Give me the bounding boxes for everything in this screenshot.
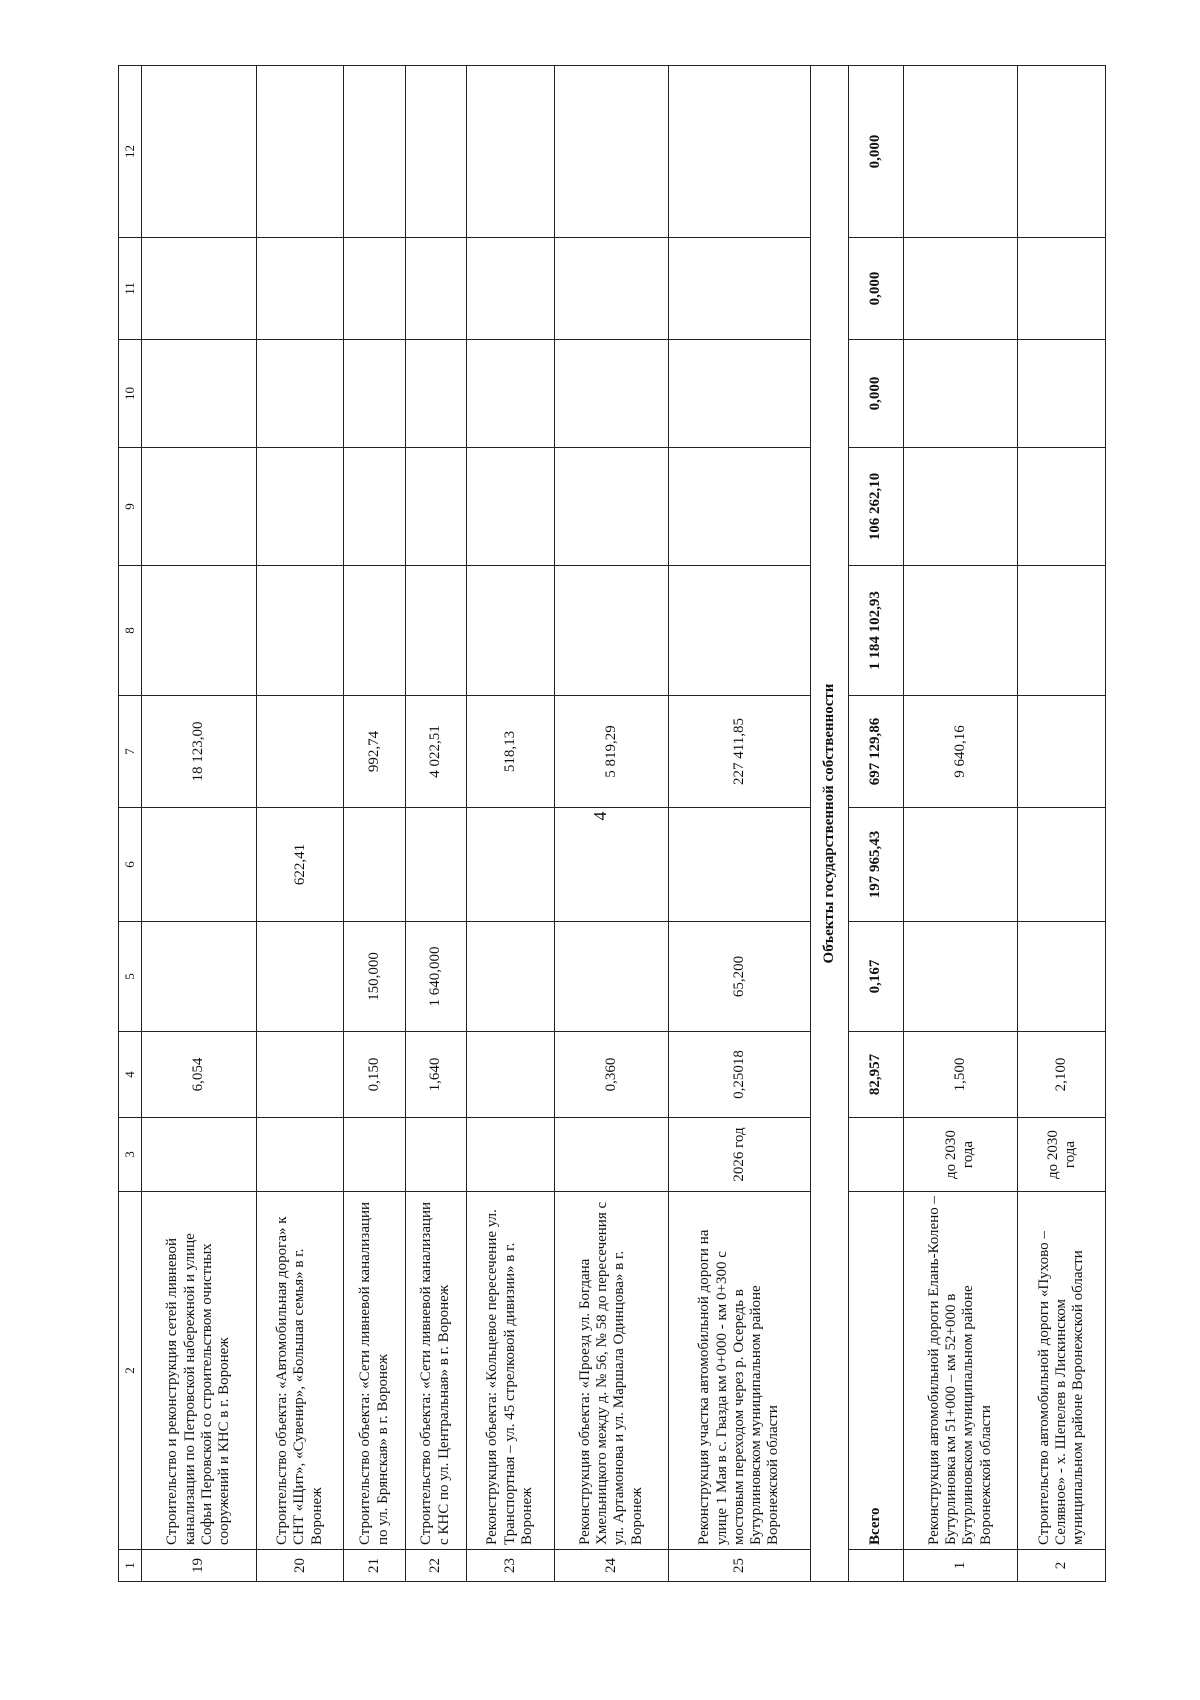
row-number-cell: 24	[554, 1550, 669, 1582]
row-number-cell: 1	[903, 1550, 1018, 1582]
total-cell-5: 0,167	[849, 922, 903, 1032]
value-cell-10	[1018, 340, 1106, 448]
value-cell-8	[344, 566, 405, 696]
value-cell-4: 1,500	[903, 1032, 1018, 1118]
column-header: 10	[119, 340, 142, 448]
total-cell-10: 0,000	[849, 340, 903, 448]
row-number-cell: 22	[405, 1550, 466, 1582]
value-cell-4	[256, 1032, 344, 1118]
column-header: 1	[119, 1550, 142, 1582]
value-cell-10	[669, 340, 810, 448]
value-cell-3	[405, 1118, 466, 1192]
section-title: Объекты государственной собственности	[810, 66, 849, 1582]
value-cell-4: 0,25018	[669, 1032, 810, 1118]
value-cell-12	[142, 66, 257, 238]
value-cell-7	[1018, 696, 1106, 808]
column-header: 5	[119, 922, 142, 1032]
value-cell-5	[1018, 922, 1106, 1032]
value-cell-9	[1018, 448, 1106, 566]
value-cell-5	[554, 922, 669, 1032]
value-cell-4	[466, 1032, 554, 1118]
value-cell-8	[142, 566, 257, 696]
value-cell-12	[669, 66, 810, 238]
total-cell-6: 197 965,43	[849, 808, 903, 922]
table-row	[1018, 66, 1106, 1582]
value-cell-10	[405, 340, 466, 448]
table-row	[466, 66, 554, 1582]
total-cell-9: 106 262,10	[849, 448, 903, 566]
total-cell-7: 697 129,86	[849, 696, 903, 808]
value-cell-8	[669, 566, 810, 696]
value-cell-11	[405, 238, 466, 340]
table-row	[256, 66, 344, 1582]
value-cell-11	[142, 238, 257, 340]
value-cell-11	[1018, 238, 1106, 340]
column-header: 3	[119, 1118, 142, 1192]
value-cell-12	[466, 66, 554, 238]
rotated-table-container	[118, 66, 1106, 1582]
row-number-cell: 21	[344, 1550, 405, 1582]
value-cell-10	[256, 340, 344, 448]
table-row	[405, 66, 466, 1582]
value-cell-11	[554, 238, 669, 340]
total-row	[849, 66, 903, 1582]
value-cell-8	[256, 566, 344, 696]
value-cell-12	[554, 66, 669, 238]
section-row	[810, 66, 849, 1582]
column-header: 9	[119, 448, 142, 566]
value-cell-11	[344, 238, 405, 340]
object-name-cell: Строительство объекта: «Сети ливневой канализации с КНС по ул. Центральная» в г. Воронеж	[405, 1192, 466, 1550]
value-cell-6: 622,41	[256, 808, 344, 922]
row-number-cell: 23	[466, 1550, 554, 1582]
total-cell-4: 82,957	[849, 1032, 903, 1118]
value-cell-5: 150,000	[344, 922, 405, 1032]
column-header: 11	[119, 238, 142, 340]
value-cell-9	[405, 448, 466, 566]
value-cell-11	[669, 238, 810, 340]
value-cell-7: 518,13	[466, 696, 554, 808]
value-cell-8	[405, 566, 466, 696]
value-cell-8	[466, 566, 554, 696]
total-cell-12: 0,000	[849, 66, 903, 238]
value-cell-4: 6,054	[142, 1032, 257, 1118]
object-name-cell: Строительство автомобильной дороги «Пухово – Селявное» - х. Шепелев в Лискинском муниципальном районе Воронежской области	[1018, 1192, 1106, 1550]
value-cell-12	[256, 66, 344, 238]
table-body-top	[142, 66, 811, 1582]
value-cell-3: до 2030 года	[1018, 1118, 1106, 1192]
value-cell-5	[256, 922, 344, 1032]
value-cell-6	[466, 808, 554, 922]
value-cell-5	[466, 922, 554, 1032]
value-cell-3	[466, 1118, 554, 1192]
object-name-cell: Реконструкция участка автомобильной дороги на улице 1 Мая в с. Гвазда км 0+000 - км 0+300 с мостовым переходом через р. Осередь в Бутурлиновском муниципальном районе Воронежской области	[669, 1192, 810, 1550]
column-header: 4	[119, 1032, 142, 1118]
row-number-cell: 2	[1018, 1550, 1106, 1582]
value-cell-5	[142, 922, 257, 1032]
value-cell-9	[669, 448, 810, 566]
value-cell-7: 18 123,00	[142, 696, 257, 808]
value-cell-9	[466, 448, 554, 566]
value-cell-4: 2,100	[1018, 1032, 1106, 1118]
page-number: 4	[590, 811, 610, 821]
total-cell-3	[849, 1118, 903, 1192]
table-row	[554, 66, 669, 1582]
column-header: 2	[119, 1192, 142, 1550]
value-cell-7: 5 819,29	[554, 696, 669, 808]
value-cell-4: 0,360	[554, 1032, 669, 1118]
object-name-cell: Реконструкция объекта: «Проезд ул. Богдана Хмельницкого между д. № 56, № 58 до пересечения с ул. Артамонова и ул. Маршала Одинцова» в г. Воронеж	[554, 1192, 669, 1550]
value-cell-5	[903, 922, 1018, 1032]
object-name-cell: Строительство и реконструкция сетей ливневой канализации по Петровской набережной и улице Софьи Перовской со строительством очистных сооружений и КНС в г. Воронеж	[142, 1192, 257, 1550]
object-name-cell: Реконструкция объекта: «Кольцевое пересечение ул. Транспортная – ул. 45 стрелковой дивизии» в г. Воронеж	[466, 1192, 554, 1550]
value-cell-12	[1018, 66, 1106, 238]
value-cell-4: 1,640	[405, 1032, 466, 1118]
column-header: 7	[119, 696, 142, 808]
table-row	[344, 66, 405, 1582]
total-label: Всего	[849, 1192, 903, 1550]
value-cell-9	[256, 448, 344, 566]
value-cell-12	[903, 66, 1018, 238]
value-cell-10	[344, 340, 405, 448]
row-number-cell: 25	[669, 1550, 810, 1582]
object-name-cell: Строительство объекта: «Автомобильная дорога» к СНТ «Щит», «Сувенир», «Большая семья» в г. Воронеж	[256, 1192, 344, 1550]
value-cell-11	[256, 238, 344, 340]
value-cell-4: 0,150	[344, 1032, 405, 1118]
value-cell-11	[466, 238, 554, 340]
table-row	[142, 66, 257, 1582]
column-header: 8	[119, 566, 142, 696]
value-cell-6	[405, 808, 466, 922]
value-cell-6	[903, 808, 1018, 922]
object-name-cell: Строительство объекта: «Сети ливневой канализации по ул. Брянская» в г. Воронеж	[344, 1192, 405, 1550]
value-cell-7	[256, 696, 344, 808]
row-number-cell: 20	[256, 1550, 344, 1582]
value-cell-5: 65,200	[669, 922, 810, 1032]
value-cell-7: 227 411,85	[669, 696, 810, 808]
value-cell-8	[903, 566, 1018, 696]
table-row	[903, 66, 1018, 1582]
total-cell-8: 1 184 102,93	[849, 566, 903, 696]
value-cell-12	[405, 66, 466, 238]
column-header: 6	[119, 808, 142, 922]
value-cell-9	[903, 448, 1018, 566]
value-cell-10	[903, 340, 1018, 448]
value-cell-12	[344, 66, 405, 238]
value-cell-6	[554, 808, 669, 922]
value-cell-10	[554, 340, 669, 448]
value-cell-3: 2026 год	[669, 1118, 810, 1192]
table-row	[669, 66, 810, 1582]
value-cell-6	[669, 808, 810, 922]
value-cell-7: 9 640,16	[903, 696, 1018, 808]
value-cell-8	[554, 566, 669, 696]
value-cell-3	[344, 1118, 405, 1192]
value-cell-9	[344, 448, 405, 566]
value-cell-6	[1018, 808, 1106, 922]
value-cell-9	[142, 448, 257, 566]
object-name-cell: Реконструкция автомобильной дороги Елань-Колено – Бутурлиновка км 51+000 – км 52+000 в Бутурлиновском муниципальном районе Воронежской области	[903, 1192, 1018, 1550]
table-body-bottom	[903, 66, 1106, 1582]
value-cell-3	[142, 1118, 257, 1192]
value-cell-6	[344, 808, 405, 922]
header-row	[119, 66, 142, 1582]
value-cell-9	[554, 448, 669, 566]
value-cell-10	[142, 340, 257, 448]
value-cell-3	[256, 1118, 344, 1192]
value-cell-11	[903, 238, 1018, 340]
total-cell-n	[849, 1550, 903, 1582]
value-cell-7: 4 022,51	[405, 696, 466, 808]
value-cell-8	[1018, 566, 1106, 696]
column-header: 12	[119, 66, 142, 238]
value-cell-10	[466, 340, 554, 448]
value-cell-5: 1 640,000	[405, 922, 466, 1032]
section-body	[810, 66, 903, 1582]
total-cell-11: 0,000	[849, 238, 903, 340]
data-table	[118, 65, 1106, 1582]
value-cell-6	[142, 808, 257, 922]
value-cell-3	[554, 1118, 669, 1192]
value-cell-7: 992,74	[344, 696, 405, 808]
value-cell-3: до 2030 года	[903, 1118, 1018, 1192]
row-number-cell: 19	[142, 1550, 257, 1582]
